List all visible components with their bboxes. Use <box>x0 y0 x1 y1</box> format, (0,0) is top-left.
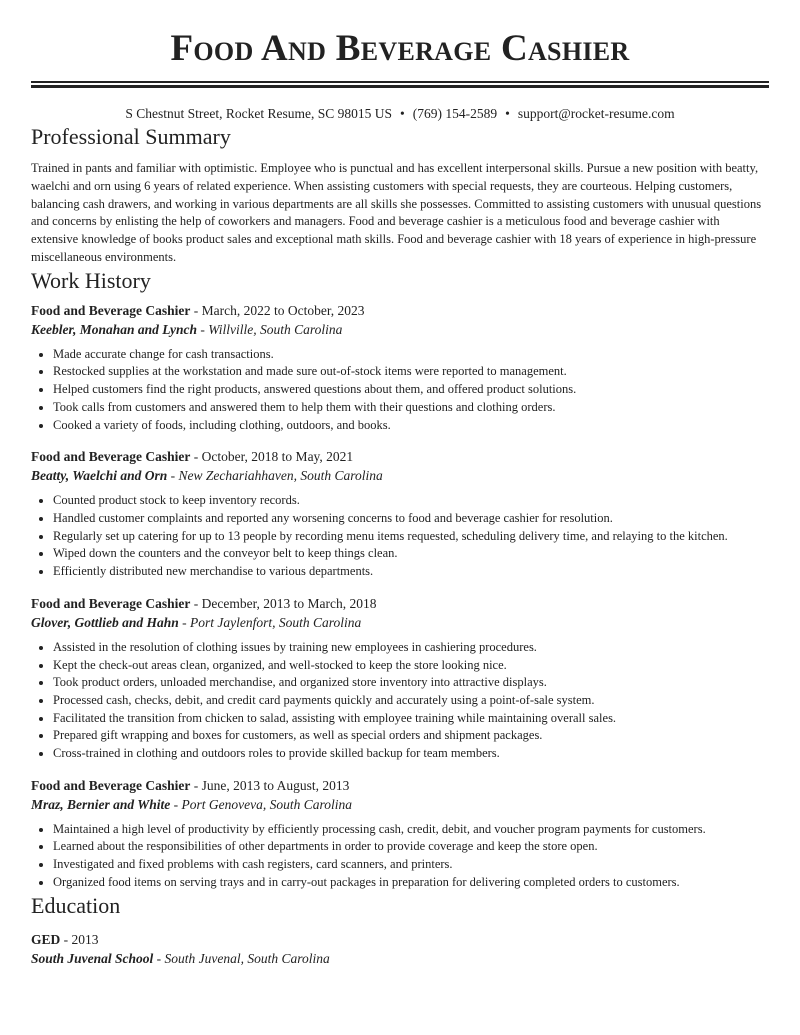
job-duties <box>31 639 769 763</box>
job-entry <box>31 594 769 763</box>
duty-item: • Organized food items on serving trays and in carry-out packages in preparation for delivering completed orders to customers. <box>53 874 769 892</box>
contact-email[interactable]: support@rocket-resume.com <box>517 106 675 121</box>
contact-line <box>31 105 769 123</box>
employer-name: Keebler, Monahan and Lynch <box>31 321 198 337</box>
duty-item: • Regularly set up catering for up to 13 people by recording menu items requested, scheduling delivery time, and relaying to the kitchen. <box>53 528 769 546</box>
job-employer <box>31 320 769 339</box>
duty-item: • Assisted in the resolution of clothing issues by training new employees in cashiering procedures. <box>53 639 769 657</box>
professional-summary-heading: Professional Summary <box>31 124 231 149</box>
school-name: South Juvenal School <box>31 950 154 966</box>
degree-name: GED <box>31 931 61 947</box>
education-heading: Education <box>31 892 121 918</box>
employer-name: Mraz, Bernier and White <box>31 796 171 812</box>
work-history-heading: Work History <box>31 267 151 293</box>
employer-location: - Willville, South Carolina <box>197 321 343 337</box>
duty-item: • Took calls from customers and answered them to help them with their questions and clothing orders. <box>53 399 769 417</box>
header-divider-thin <box>31 81 769 83</box>
job-title: Food and Beverage Cashier <box>31 302 191 318</box>
employer-name: Glover, Gottlieb and Hahn <box>31 614 179 630</box>
employer-location: - New Zechariahhaven, South Carolina <box>167 468 383 484</box>
candidate-name: Food And Beverage Cashier <box>170 28 630 69</box>
job-duties <box>31 821 769 892</box>
duty-item: • Processed cash, checks, debit, and credit card payments quickly and accurately using a point-of-sale system. <box>53 692 769 710</box>
job-employer <box>31 466 769 485</box>
duty-item: • Made accurate change for cash transactions. <box>53 346 769 364</box>
job-title: Food and Beverage Cashier <box>31 449 191 465</box>
resume-page <box>31 0 769 968</box>
duty-item: • Took product orders, unloaded merchandise, and organized store inventory into attractive displays. <box>53 674 769 692</box>
job-duties <box>31 346 769 435</box>
education-school <box>31 949 769 968</box>
degree-year: - 2013 <box>60 931 99 947</box>
professional-summary-text: Trained in pants and familiar with optimistic. Employee who is punctual and has excellent interpersonal skills. Pursue a new position with beatty, waelchi and orn using 6 years of related experience. When assisting customers with special requests, they are courteous. Helping customers, balancing cash drawers, and working in various departments are all skills she possesses. Committed to assisting customers with unusual questions and concerns by enlisting the help of coworkers and managers. Food and beverage cashier is a meticulous food and beverage cashier with extensive knowledge of books product sales and exceptional math skills. Food and beverage cashier with 18 years of experience in high-pressure miscellaneous environments. <box>31 161 762 264</box>
job-dates: - October, 2018 to May, 2021 <box>190 449 354 465</box>
education-entry <box>31 930 769 968</box>
work-history-list <box>31 301 769 892</box>
duty-item: • Learned about the responsibilities of other departments in order to provide coverage and keep the store open. <box>53 838 769 856</box>
job-header <box>31 447 769 466</box>
job-employer <box>31 613 769 632</box>
duty-item: • Facilitated the transition from chicken to salad, assisting with employee training while maintaining overall sales. <box>53 710 769 728</box>
contact-address: S Chestnut Street, Rocket Resume, SC 98015 US <box>125 106 392 121</box>
job-entry <box>31 301 769 435</box>
employer-location: - Port Genoveva, South Carolina <box>170 796 353 812</box>
duty-item: • Handled customer complaints and reported any worsening concerns to food and beverage cashier for resolution. <box>53 510 769 528</box>
employer-name: Beatty, Waelchi and Orn <box>31 468 168 484</box>
school-location: - South Juvenal, South Carolina <box>153 950 330 966</box>
education-header <box>31 930 769 949</box>
job-title: Food and Beverage Cashier <box>31 777 191 793</box>
job-entry <box>31 447 769 581</box>
contact-separator: • <box>505 106 510 121</box>
contact-phone[interactable]: (769) 154-2589 <box>412 106 498 121</box>
job-entry <box>31 776 769 892</box>
duty-item: • Cooked a variety of foods, including clothing, outdoors, and books. <box>53 417 769 435</box>
job-dates: - December, 2013 to March, 2018 <box>190 595 377 611</box>
duty-item: • Investigated and fixed problems with cash registers, card scanners, and printers. <box>53 856 769 874</box>
duty-item: • Maintained a high level of productivity by efficiently processing cash, credit, debit, and voucher program payments for customers. <box>53 821 769 839</box>
employer-location: - Port Jaylenfort, South Carolina <box>178 614 362 630</box>
header-divider-thick <box>31 85 769 88</box>
job-header <box>31 594 769 613</box>
duty-item: • Efficiently distributed new merchandise to various departments. <box>53 563 769 581</box>
job-dates: - June, 2013 to August, 2013 <box>190 777 350 793</box>
job-duties <box>31 492 769 581</box>
duty-item: • Cross-trained in clothing and outdoors roles to provide skilled backup for team members. <box>53 745 769 763</box>
duty-item: • Kept the check-out areas clean, organized, and well-stocked to keep the store looking nice. <box>53 657 769 675</box>
duty-item: • Counted product stock to keep inventory records. <box>53 492 769 510</box>
duty-item: • Helped customers find the right products, answered questions about them, and offered product solutions. <box>53 381 769 399</box>
duty-item: • Restocked supplies at the workstation and made sure out-of-stock items were reported to management. <box>53 363 769 381</box>
job-title: Food and Beverage Cashier <box>31 595 191 611</box>
job-header <box>31 776 769 795</box>
contact-separator: • <box>400 106 405 121</box>
duty-item: • Wiped down the counters and the conveyor belt to keep things clean. <box>53 545 769 563</box>
job-dates: - March, 2022 to October, 2023 <box>190 302 365 318</box>
job-employer <box>31 795 769 814</box>
duty-item: • Prepared gift wrapping and boxes for customers, as well as special orders and shipment packages. <box>53 727 769 745</box>
job-header <box>31 301 769 320</box>
